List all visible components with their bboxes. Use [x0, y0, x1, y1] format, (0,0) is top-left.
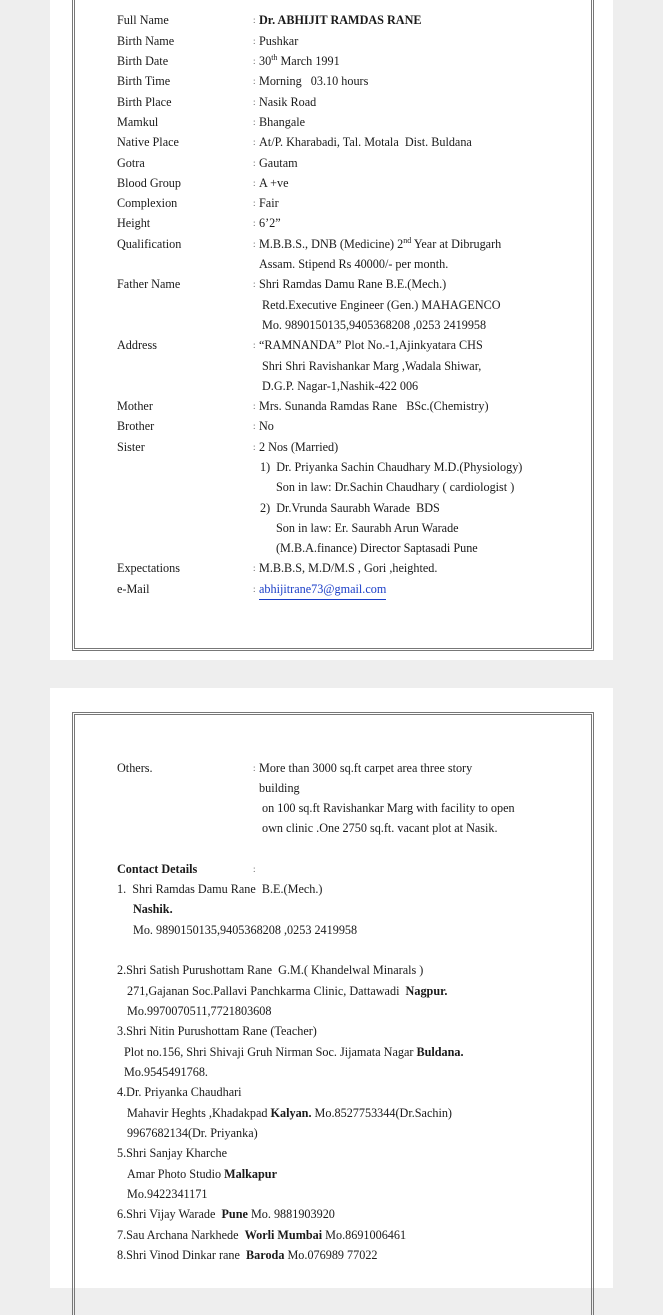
- value-birth-place: Nasik Road: [259, 95, 317, 109]
- label-birth-date: Birth Date: [117, 54, 169, 68]
- contact-2-city: Nagpur.: [405, 984, 448, 998]
- label-address: Address: [117, 338, 157, 352]
- label-birth-name: Birth Name: [117, 34, 175, 48]
- value-father-line-3: Mo. 9890150135,9405368208 ,0253 2419958: [262, 318, 487, 332]
- contact-5-address: Amar Photo Studio Malkapur: [127, 1167, 277, 1181]
- label-height: Height: [117, 216, 151, 230]
- contact-2-name: 2.Shri Satish Purushottam Rane G.M.( Khandelwal Minarals ): [117, 963, 424, 977]
- label-mamkul: Mamkul: [117, 115, 159, 129]
- qualification-line-2: Assam. Stipend Rs 40000/- per month.: [259, 257, 449, 271]
- contact-details-heading: Contact Details: [117, 862, 198, 876]
- value-address-line-1: “RAMNANDA” Plot No.-1,Ajinkyatara CHS: [259, 338, 483, 352]
- label-others: Others.: [117, 761, 153, 775]
- label-native-place: Native Place: [117, 135, 179, 149]
- value-address-line-3: D.G.P. Nagar-1,Nashik-422 006: [262, 379, 419, 393]
- contact-3-phone: Mo.9545491768.: [124, 1065, 208, 1079]
- sister-1: 1) Dr. Priyanka Sachin Chaudhary M.D.(Physiology): [260, 460, 523, 474]
- contact-3-address: Plot no.156, Shri Shivaji Gruh Nirman Soc. Jijamata Nagar Buldana.: [124, 1045, 464, 1059]
- value-qualification: M.B.B.S., DNB (Medicine) 2nd Year at Dibrugarh: [259, 235, 502, 251]
- contact-8-city: Baroda: [246, 1248, 285, 1262]
- contact-6-city: Pune: [221, 1207, 248, 1221]
- contact-6: 6.Shri Vijay Warade Pune Mo. 9881903920: [117, 1207, 335, 1221]
- contact-5-city: Malkapur: [224, 1167, 277, 1181]
- others-line-4: own clinic .One 2750 sq.ft. vacant plot at Nasik.: [262, 821, 498, 835]
- biodata-page-2: Others. : More than 3000 sq.ft carpet area three story building on 100 sq.ft Ravishankar Marg with facility to open own clinic .One 2750 sq.ft. vacant plot at Nasik. Contact Details : 1. Shri Ramdas Damu Rane B.E.(Mech.) Nashik. Mo. 9890150135,9405368208 ,0253 2419958 2.Shri Satish Purushottam Rane G.M.( Khandelwal Minarals ) 271,Gajanan Soc.Pallavi Panchkarma Clinic, Dattawadi Nagpur. Mo.9970070511,7721803608 3.Shri Nitin Purushottam Rane (Teacher) Plot no.156, Shri Shivaji Gruh Nirman Soc. Jijamata Nagar Buldana. Mo.9545491768. 4.Dr. Priyanka Chaudhari Mahavir Heghts ,Khadakpad Kalyan. Mo.8527753344(Dr.Sachin) 9967682134(Dr. Priyanka) 5.Shri Sanjay Kharche Amar Photo Studio Malkapur Mo.9422341171 6.Shri Vijay Warade Pune Mo. 9881903920 7.Sau Archana Narkhede Worli Mumbai Mo.8691006461 8.Shri Vinod Dinkar rane Baroda Mo.076989 77022: [50, 688, 613, 1288]
- label-expectations: Expectations: [117, 561, 180, 575]
- label-complexion: Complexion: [117, 196, 178, 210]
- value-birth-name: Pushkar: [259, 34, 299, 48]
- contact-4-name: 4.Dr. Priyanka Chaudhari: [117, 1085, 242, 1099]
- label-gotra: Gotra: [117, 156, 145, 170]
- contact-1-name: 1. Shri Ramdas Damu Rane B.E.(Mech.): [117, 882, 323, 896]
- value-sister: 2 Nos (Married): [259, 440, 339, 454]
- contact-5-phone: Mo.9422341171: [127, 1187, 208, 1201]
- sister-1-spouse: Son in law: Dr.Sachin Chaudhary ( cardiologist ): [276, 480, 515, 494]
- label-birth-place: Birth Place: [117, 95, 172, 109]
- value-complexion: Fair: [259, 196, 279, 210]
- others-line-2: building: [259, 781, 300, 795]
- contact-3-city: Buldana.: [416, 1045, 464, 1059]
- contact-2-phone: Mo.9970070511,7721803608: [127, 1004, 272, 1018]
- sister-2: 2) Dr.Vrunda Saurabh Warade BDS: [260, 501, 440, 515]
- contact-1-phone: Mo. 9890150135,9405368208 ,0253 2419958: [133, 923, 358, 937]
- biodata-page-1: Full Name : Dr. ABHIJIT RAMDAS RANE Birth Name : Pushkar Birth Date : 30th March 1991 Birth Time : Morning 03.10 hours Birth Place : Nasik Road Mamkul : Bhangale Native Place : At/P. Kharabadi, Tal. Motala Dist. Buldana Gotra : Gautam Blood Group : A +ve Complexion : Fair Height : 6’2” Qualification : M.B.B.S., DNB (Medicine) 2nd Year at Dibrugarh Assam. Stipend Rs 40000/- per month. Father Name : Shri Ramdas Damu Rane B.E.(Mech.) Retd.Executive Engineer (Gen.) MAHAGENCO Mo. 9890150135,9405368208 ,0253 2419958 Address : “RAMNANDA” Plot No.-1,Ajinkyatara CHS Shri Shri Ravishankar Marg ,Wadala Shiwar, D.G.P. Nagar-1,Nashik-422 006 Mother : Mrs. Sunanda Ramdas Rane BSc.(Chemistry) Brother : No Sister : 2 Nos (Married) 1) Dr. Priyanka Sachin Chaudhary M.D.(Physiology) Son in law: Dr.Sachin Chaudhary ( cardiologist ) 2) Dr.Vrunda Saurabh Warade BDS Son in law: Er. Saurabh Arun Warade (M.B.A.finance) Director Saptasadi Pune Expectations : M.B.B.S, M.D/M.S , Gori ,heighted. e-Mail : abhijitrane73@gmail.com: [50, 0, 613, 660]
- value-brother: No: [259, 419, 274, 433]
- value-mother: Mrs. Sunanda Ramdas Rane BSc.(Chemistry): [259, 399, 489, 413]
- label-blood-group: Blood Group: [117, 176, 181, 190]
- contact-5-name: 5.Shri Sanjay Kharche: [117, 1146, 227, 1160]
- label-qualification: Qualification: [117, 237, 182, 251]
- label-email: e-Mail: [117, 582, 150, 596]
- value-blood-group: A +ve: [259, 176, 289, 190]
- contact-4-address: Mahavir Heghts ,Khadakpad Kalyan. Mo.8527753344(Dr.Sachin): [127, 1106, 452, 1120]
- value-address-line-2: Shri Shri Ravishankar Marg ,Wadala Shiwar,: [262, 359, 482, 373]
- others-line-1: More than 3000 sq.ft carpet area three story: [259, 761, 473, 775]
- contact-7: 7.Sau Archana Narkhede Worli Mumbai Mo.8691006461: [117, 1228, 407, 1242]
- value-mamkul: Bhangale: [259, 115, 306, 129]
- value-full-name: Dr. ABHIJIT RAMDAS RANE: [259, 13, 422, 27]
- value-father-line-2: Retd.Executive Engineer (Gen.) MAHAGENCO: [262, 298, 501, 312]
- label-full-name: Full Name: [117, 13, 169, 27]
- value-birth-time: Morning 03.10 hours: [259, 74, 369, 88]
- label-birth-time: Birth Time: [117, 74, 171, 88]
- label-brother: Brother: [117, 419, 155, 433]
- contact-3-name: 3.Shri Nitin Purushottam Rane (Teacher): [117, 1024, 317, 1038]
- label-sister: Sister: [117, 440, 145, 454]
- label-father: Father Name: [117, 277, 181, 291]
- sister-2-spouse: Son in law: Er. Saurabh Arun Warade: [276, 521, 459, 535]
- others-line-3: on 100 sq.ft Ravishankar Marg with facility to open: [262, 801, 515, 815]
- email-link[interactable]: abhijitrane73@gmail.com: [259, 579, 386, 600]
- value-expectations: M.B.B.S, M.D/M.S , Gori ,heighted.: [259, 561, 438, 575]
- contact-7-city: Worli Mumbai: [244, 1228, 323, 1242]
- contact-1-city: Nashik.: [133, 902, 173, 916]
- sister-2-spouse-detail: (M.B.A.finance) Director Saptasadi Pune: [276, 541, 478, 555]
- contact-2-address: 271,Gajanan Soc.Pallavi Panchkarma Clinic, Dattawadi Nagpur.: [127, 984, 448, 998]
- value-gotra: Gautam: [259, 156, 298, 170]
- value-birth-date: 30th March 1991: [259, 52, 340, 68]
- value-native-place: At/P. Kharabadi, Tal. Motala Dist. Buldana: [259, 135, 472, 149]
- contact-4-city: Kalyan.: [270, 1106, 312, 1120]
- value-father-line-1: Shri Ramdas Damu Rane B.E.(Mech.): [259, 277, 447, 291]
- contact-8: 8.Shri Vinod Dinkar rane Baroda Mo.076989 77022: [117, 1248, 378, 1262]
- contact-4-phone: 9967682134(Dr. Priyanka): [127, 1126, 258, 1140]
- label-mother: Mother: [117, 399, 153, 413]
- value-height: 6’2”: [259, 216, 281, 230]
